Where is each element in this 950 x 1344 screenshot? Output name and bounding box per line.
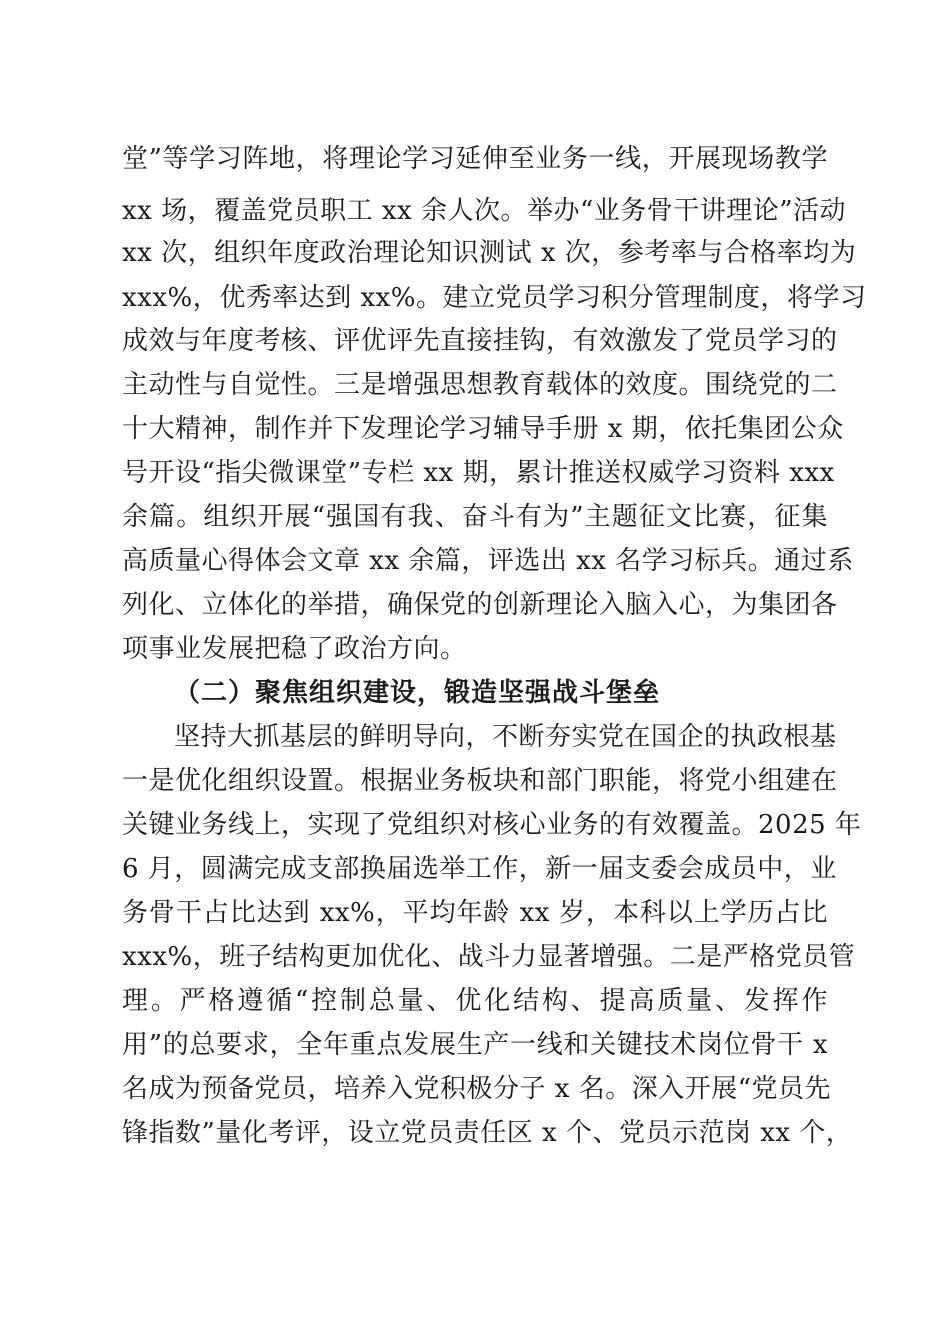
- paragraph-line: xx 场，覆盖党员职工 xx 余人次。举办“业务骨干讲理论”活动: [122, 196, 847, 226]
- paragraph-line: 成效与年度考核、评优评先直接挂钩，有效激发了党员学习的: [122, 326, 838, 356]
- paragraph-line: 6 月，圆满完成支部换届选举工作，新一届支委会成员中，业: [122, 854, 837, 884]
- paragraph-line: 号开设“指尖微课堂”专栏 xx 期，累计推送权威学习资料 xxx: [122, 458, 835, 488]
- section-heading: （二）聚焦组织建设，锻造坚强战斗堡垒: [174, 678, 661, 708]
- paragraph-line: 用”的总要求，全年重点发展生产一线和关键技术岗位骨干 x: [122, 1030, 828, 1060]
- paragraph-line: 列化、立体化的举措，确保党的创新理论入脑入心，为集团各: [122, 590, 838, 620]
- paragraph-line: 关键业务线上，实现了党组织对核心业务的有效覆盖。2025 年: [122, 810, 862, 840]
- paragraph-line: 余篇。组织开展“强国有我、奋斗有为”主题征文比赛，征集: [122, 502, 828, 532]
- paragraph-line: xxx%，班子结构更加优化、战斗力显著增强。二是严格党员管: [122, 942, 856, 972]
- paragraph-line: 项事业发展把稳了政治方向。: [122, 634, 467, 664]
- paragraph-line: 一是优化组织设置。根据业务板块和部门职能，将党小组建在: [122, 766, 838, 796]
- paragraph-line: xxx%，优秀率达到 xx%。建立党员学习积分管理制度，将学习: [122, 283, 867, 313]
- paragraph-line: 堂”等学习阵地，将理论学习延伸至业务一线，开展现场教学: [122, 144, 828, 174]
- paragraph-line: 锋指数”量化考评，设立党员责任区 x 个、党员示范岗 xx 个，: [122, 1118, 853, 1148]
- paragraph-line: 高质量心得体会文章 xx 余篇，评选出 xx 名学习标兵。通过系: [122, 546, 854, 576]
- paragraph-line: xx 次，组织年度政治理论知识测试 x 次，参考率与合格率均为: [122, 238, 857, 268]
- paragraph-line: 坚持大抓基层的鲜明导向，不断夯实党在国企的执政根基: [174, 722, 837, 752]
- paragraph-line: 务骨干占比达到 xx%，平均年龄 xx 岁，本科以上学历占比: [122, 898, 828, 928]
- paragraph-line: 理。严格遵循“控制总量、优化结构、提高质量、发挥作: [122, 986, 828, 1016]
- paragraph-line: 名成为预备党员，培养入党积极分子 x 名。深入开展“党员先: [122, 1074, 831, 1104]
- paragraph-line: 主动性与自觉性。三是增强思想教育载体的效度。围绕党的二: [122, 370, 838, 400]
- paragraph-line: 十大精神，制作并下发理论学习辅导手册 x 期，依托集团公众: [122, 414, 844, 444]
